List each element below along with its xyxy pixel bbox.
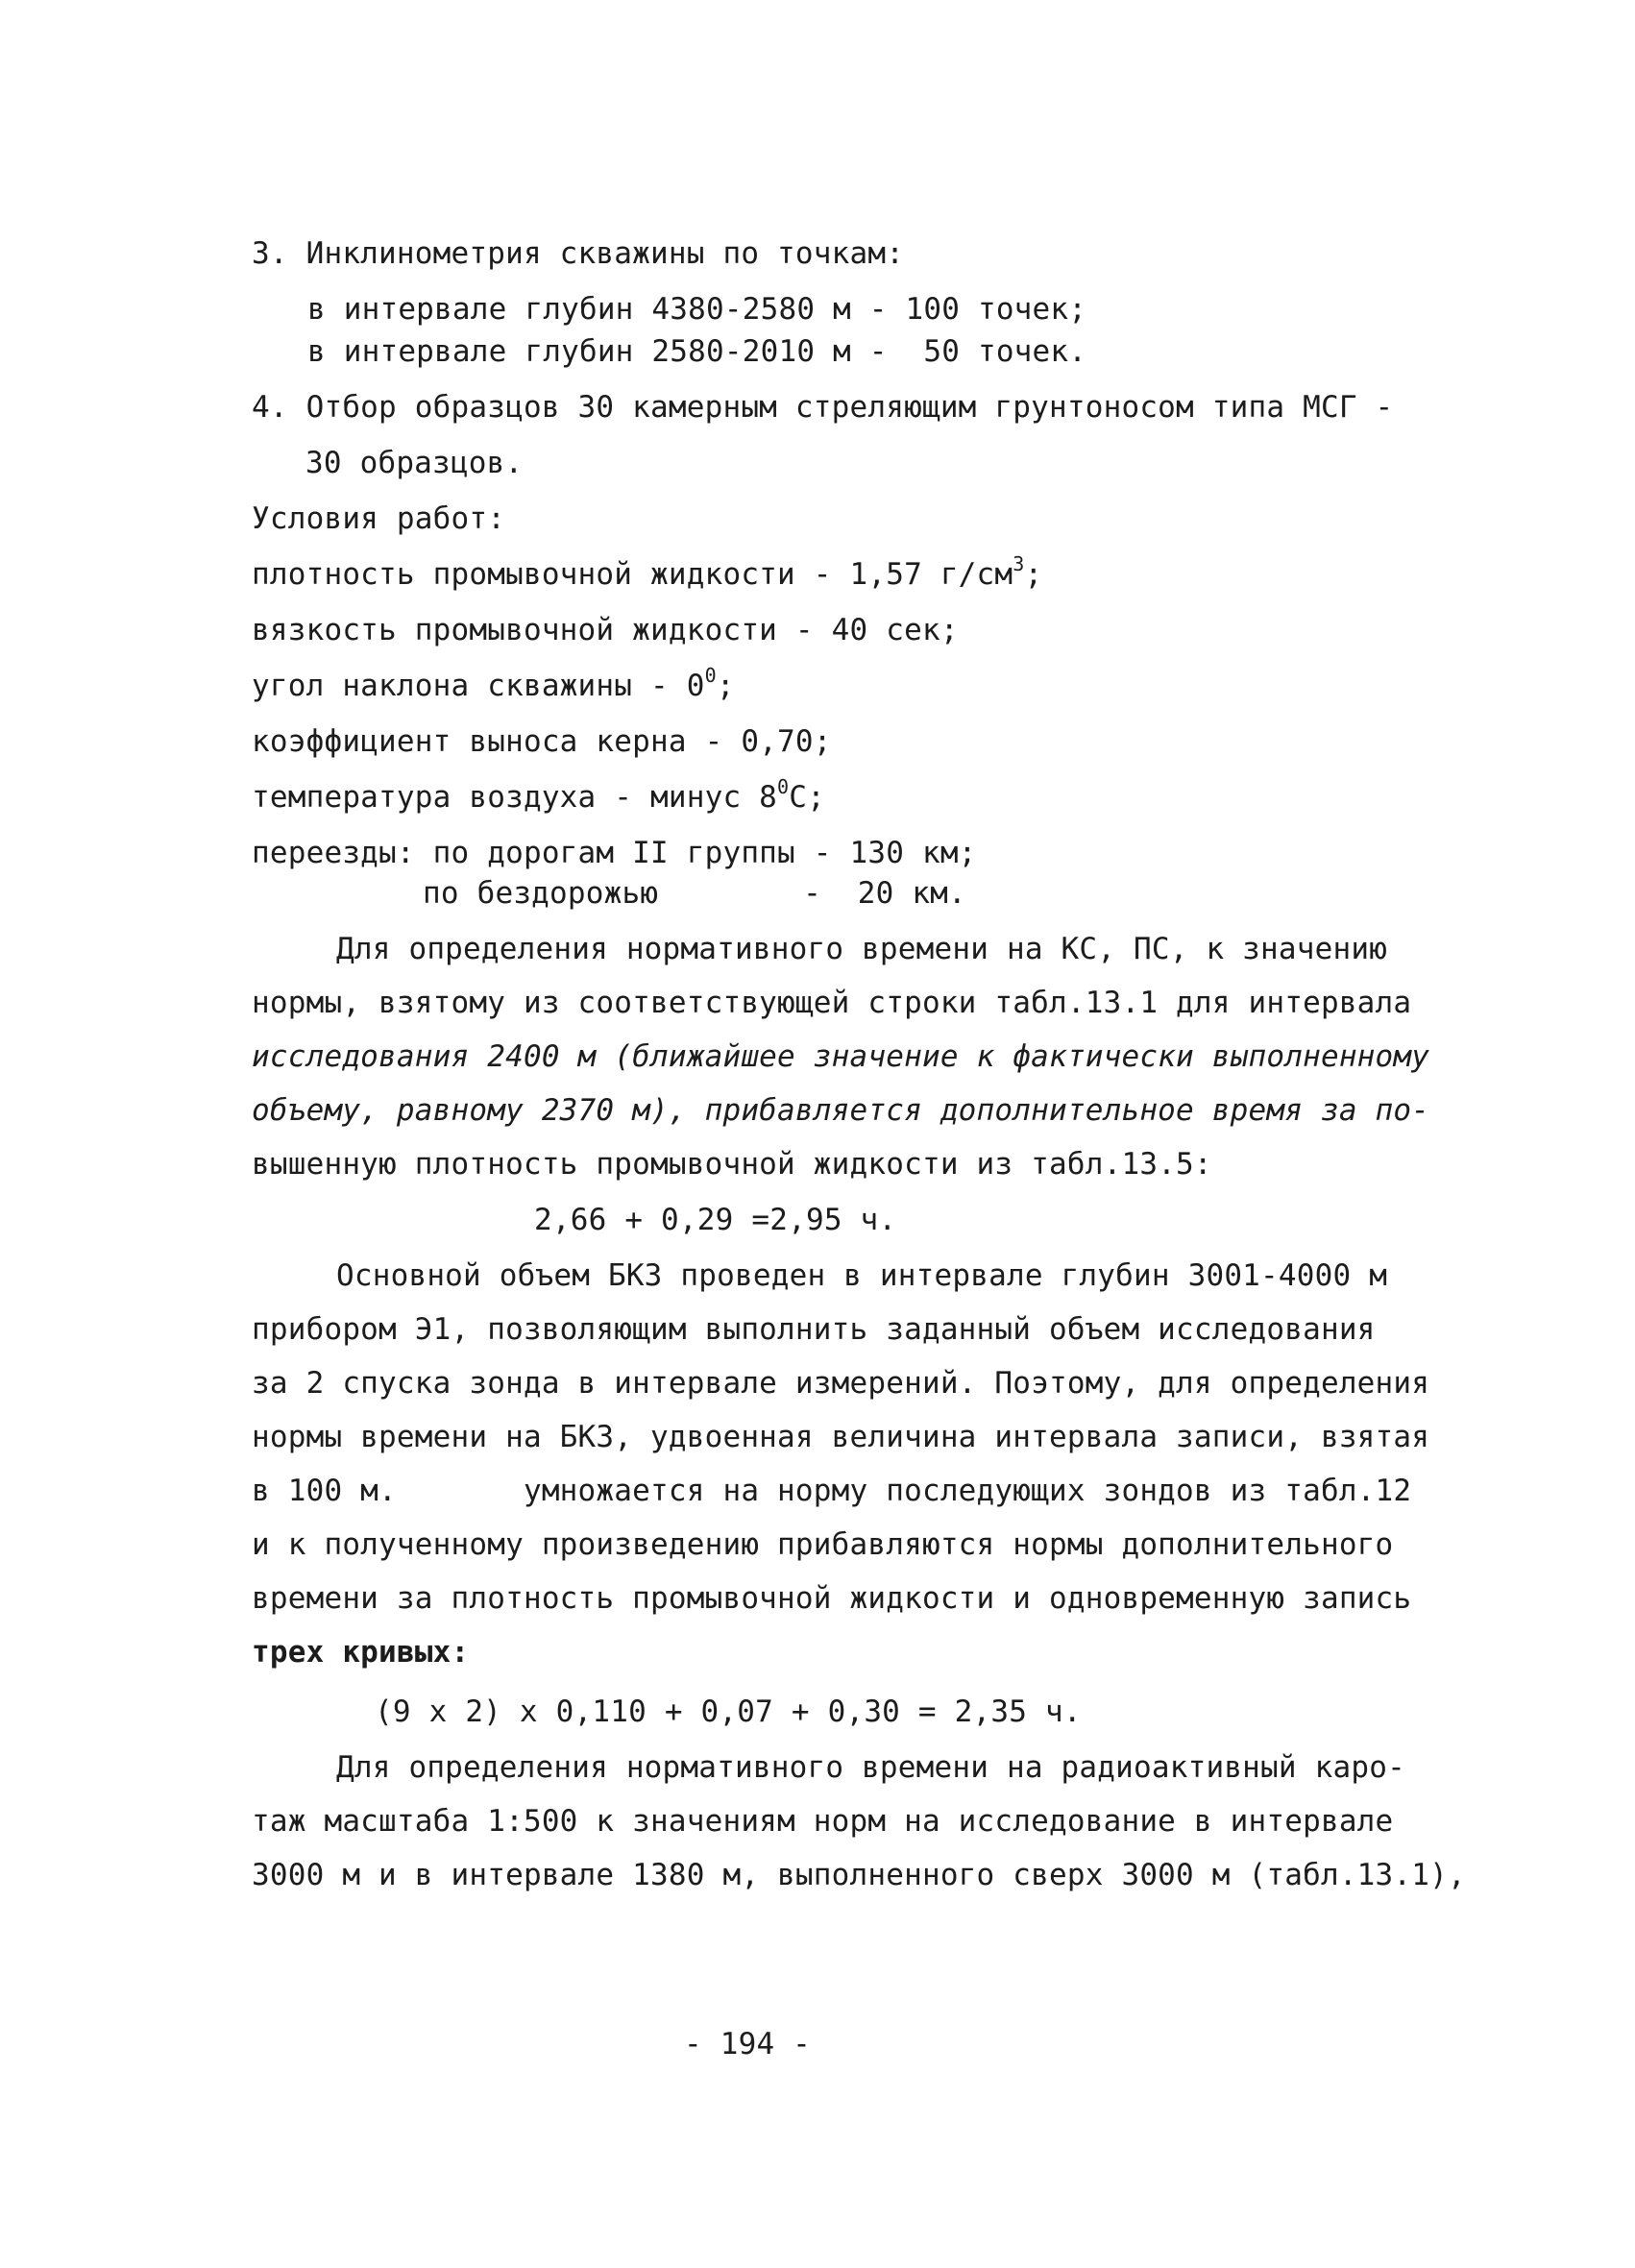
angle-superscript: 0 (704, 664, 717, 687)
section-4-line-1: 4. Отбор образцов 30 камерным стреляющим грунтоносом типа МСГ - (252, 390, 1394, 425)
para2-formula: (9 х 2) х 0,110 + 0,07 + 0,30 = 2,35 ч. (375, 1695, 1082, 1729)
para2-line-4: нормы времени на БКЗ, удвоенная величина интервала записи, взятая (252, 1420, 1430, 1454)
inclinometry-line-1: в интервале глубин 4380-2580 м - 100 точек; (307, 292, 1087, 327)
para2-line-5: в 100 м. умножается на норму последующих зондов из табл.12 (252, 1474, 1412, 1508)
section-3-heading: 3. Инклинометрия скважины по точкам: (252, 236, 905, 271)
para1-line-3: исследования 2400 м (ближайшее значение к фактически выполненному (252, 1039, 1430, 1074)
para2-line-6: и к полученному произведению прибавляются нормы дополнительного (252, 1527, 1394, 1562)
para1-formula: 2,66 + 0,29 =2,95 ч. (534, 1203, 897, 1237)
inclinometry-line-2: в интервале глубин 2580-2010 м - 50 точек. (307, 334, 1087, 369)
temperature-superscript: 0 (777, 775, 790, 798)
para1-line-4: объему, равному 2370 м), прибавляется дополнительное время за по- (252, 1093, 1430, 1128)
conditions-heading: Условия работ: (252, 501, 506, 536)
para1-line-1: Для определения нормативного времени на КС, ПС, к значению (336, 932, 1388, 966)
condition-core: коэффициент выноса керна - 0,70; (252, 724, 832, 759)
para3-line-2: таж масштаба 1:500 к значениям норм на исследование в интервале (252, 1804, 1394, 1839)
para2-line-1: Основной объем БКЗ проведен в интервале глубин 3001-4000 м (336, 1258, 1388, 1293)
para2-line-3: за 2 спуска зонда в интервале измерений. Поэтому, для определения (252, 1366, 1430, 1401)
density-superscript: 3 (1013, 552, 1025, 575)
para3-line-1: Для определения нормативного времени на радиоактивный каро- (336, 1750, 1405, 1785)
para1-line-2: нормы, взятому из соответствующей строки табл.13.1 для интервала (252, 986, 1412, 1020)
para1-line-5: вышенную плотность промывочной жидкости из табл.13.5: (252, 1147, 1212, 1182)
condition-viscosity: вязкость промывочной жидкости - 40 сек; (252, 613, 959, 647)
section-4-line-2: 30 образцов. (305, 446, 524, 480)
condition-temperature: температура воздуха - минус $8^0С$; (252, 775, 826, 815)
para2-line-8: трех кривых: (252, 1635, 470, 1670)
condition-travel-roads: переезды: по дорогам II группы - 130 км; (252, 836, 977, 870)
condition-angle: угол наклона скважины - $0^0$; (252, 664, 735, 703)
page-number: - 194 - (684, 2027, 812, 2061)
condition-density: плотность промывочной жидкости - 1,57 $г/см^3$; (252, 552, 1043, 592)
para2-line-7: времени за плотность промывочной жидкости и одновременную запись (252, 1581, 1412, 1616)
condition-travel-offroad: по бездорожью - 20 км. (423, 876, 966, 911)
para3-line-3: 3000 м и в интервале 1380 м, выполненного сверх 3000 м (табл.13.1), (252, 1858, 1466, 1892)
para2-line-2: прибором Э1, позволяющим выполнить заданный объем исследования (252, 1312, 1376, 1347)
